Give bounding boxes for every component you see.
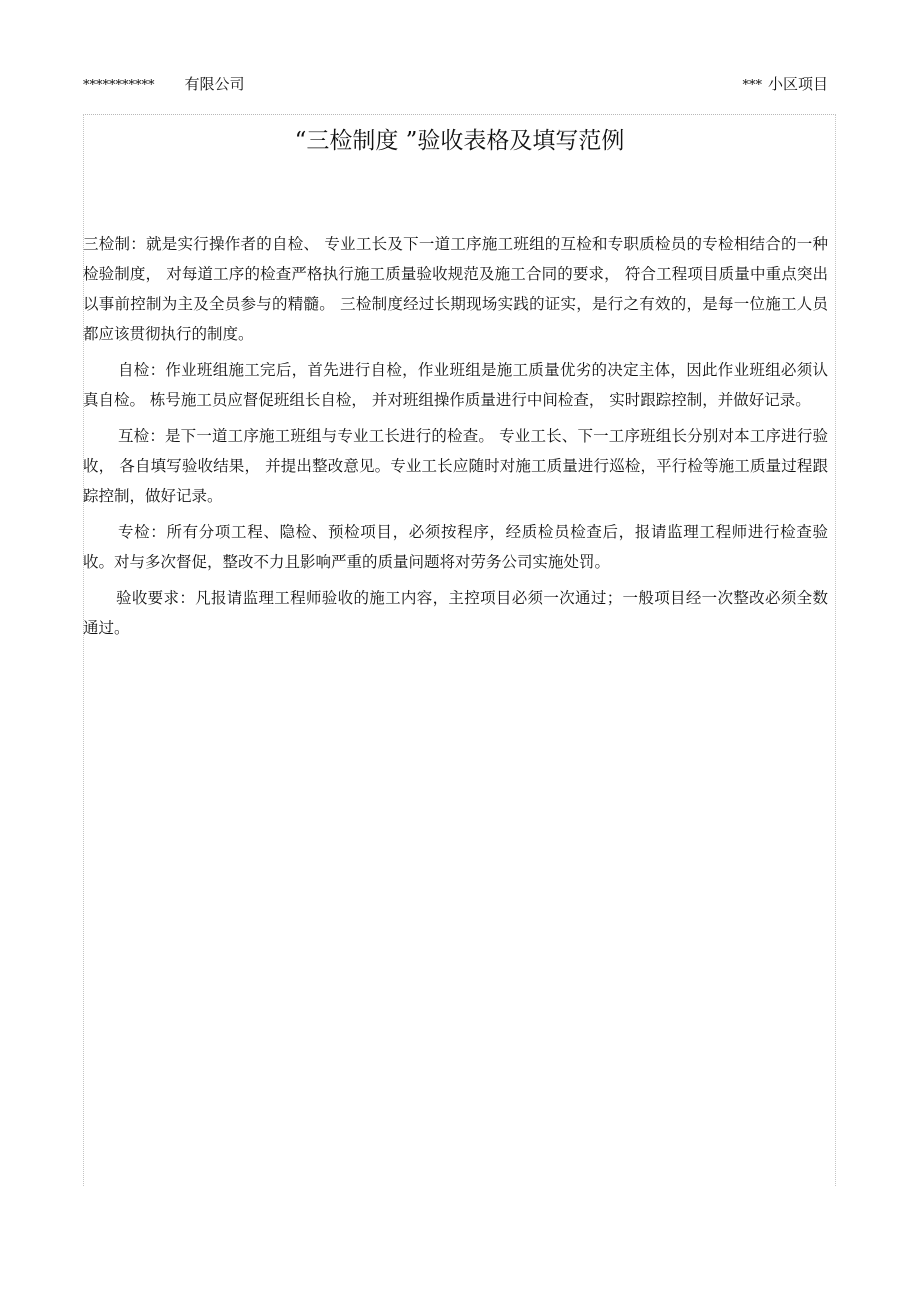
project-suffix: 小区项目 xyxy=(767,75,828,93)
paragraph-three-inspection-definition: 三检制：就是实行操作者的自检、 专业工长及下一道工序施工班组的互检和专职质检员的专检相结合的一种检验制度， 对每道工序的检查严格执行施工质量验收规范及施工合同的要求， 符合工程项目质量中重点突出以事前控制为主及全员参与的精髓。 三检制度经过长期现场实践的证实，是行之有效的，是每一位施工人员都应该贯彻执行的制度。 xyxy=(83,235,828,343)
paragraph-self-inspection: 自检：作业班组施工完后，首先进行自检，作业班组是施工质量优劣的决定主体，因此作业班组必须认真自检。 栋号施工员应督促班组长自检， 并对班组操作质量进行中间检查， 实时跟踪控制，并做好记录。 xyxy=(83,361,828,409)
header-company xyxy=(83,72,245,98)
paragraph-special-inspection: 专检：所有分项工程、隐检、预检项目，必须按程序，经质检员检查后，报请监理工程师进行检查验收。对与多次督促，整改不力且影响严重的质量问题将对劳务公司实施处罚。 xyxy=(83,523,828,571)
company-suffix: 有限公司 xyxy=(184,75,245,93)
paragraph-acceptance-requirements: 验收要求：凡报请监理工程师验收的施工内容，主控项目必须一次通过；一般项目经一次整改必须全数通过。 xyxy=(83,589,828,637)
project-name-placeholder: *** xyxy=(742,78,762,93)
document-title: “三检制度 ”验收表格及填写范例 xyxy=(294,128,625,154)
header-project xyxy=(742,72,828,98)
document-body xyxy=(83,229,828,643)
page-header xyxy=(83,72,828,96)
paragraph-mutual-inspection: 互检：是下一道工序施工班组与专业工长进行的检查。 专业工长、下一工序班组长分别对本工序进行验收， 各自填写验收结果， 并提出整改意见。专业工长应随时对施工质量进行巡检，平行检等施工质量过程跟踪控制，做好记录。 xyxy=(83,427,828,505)
company-name-placeholder: *********** xyxy=(83,78,155,93)
